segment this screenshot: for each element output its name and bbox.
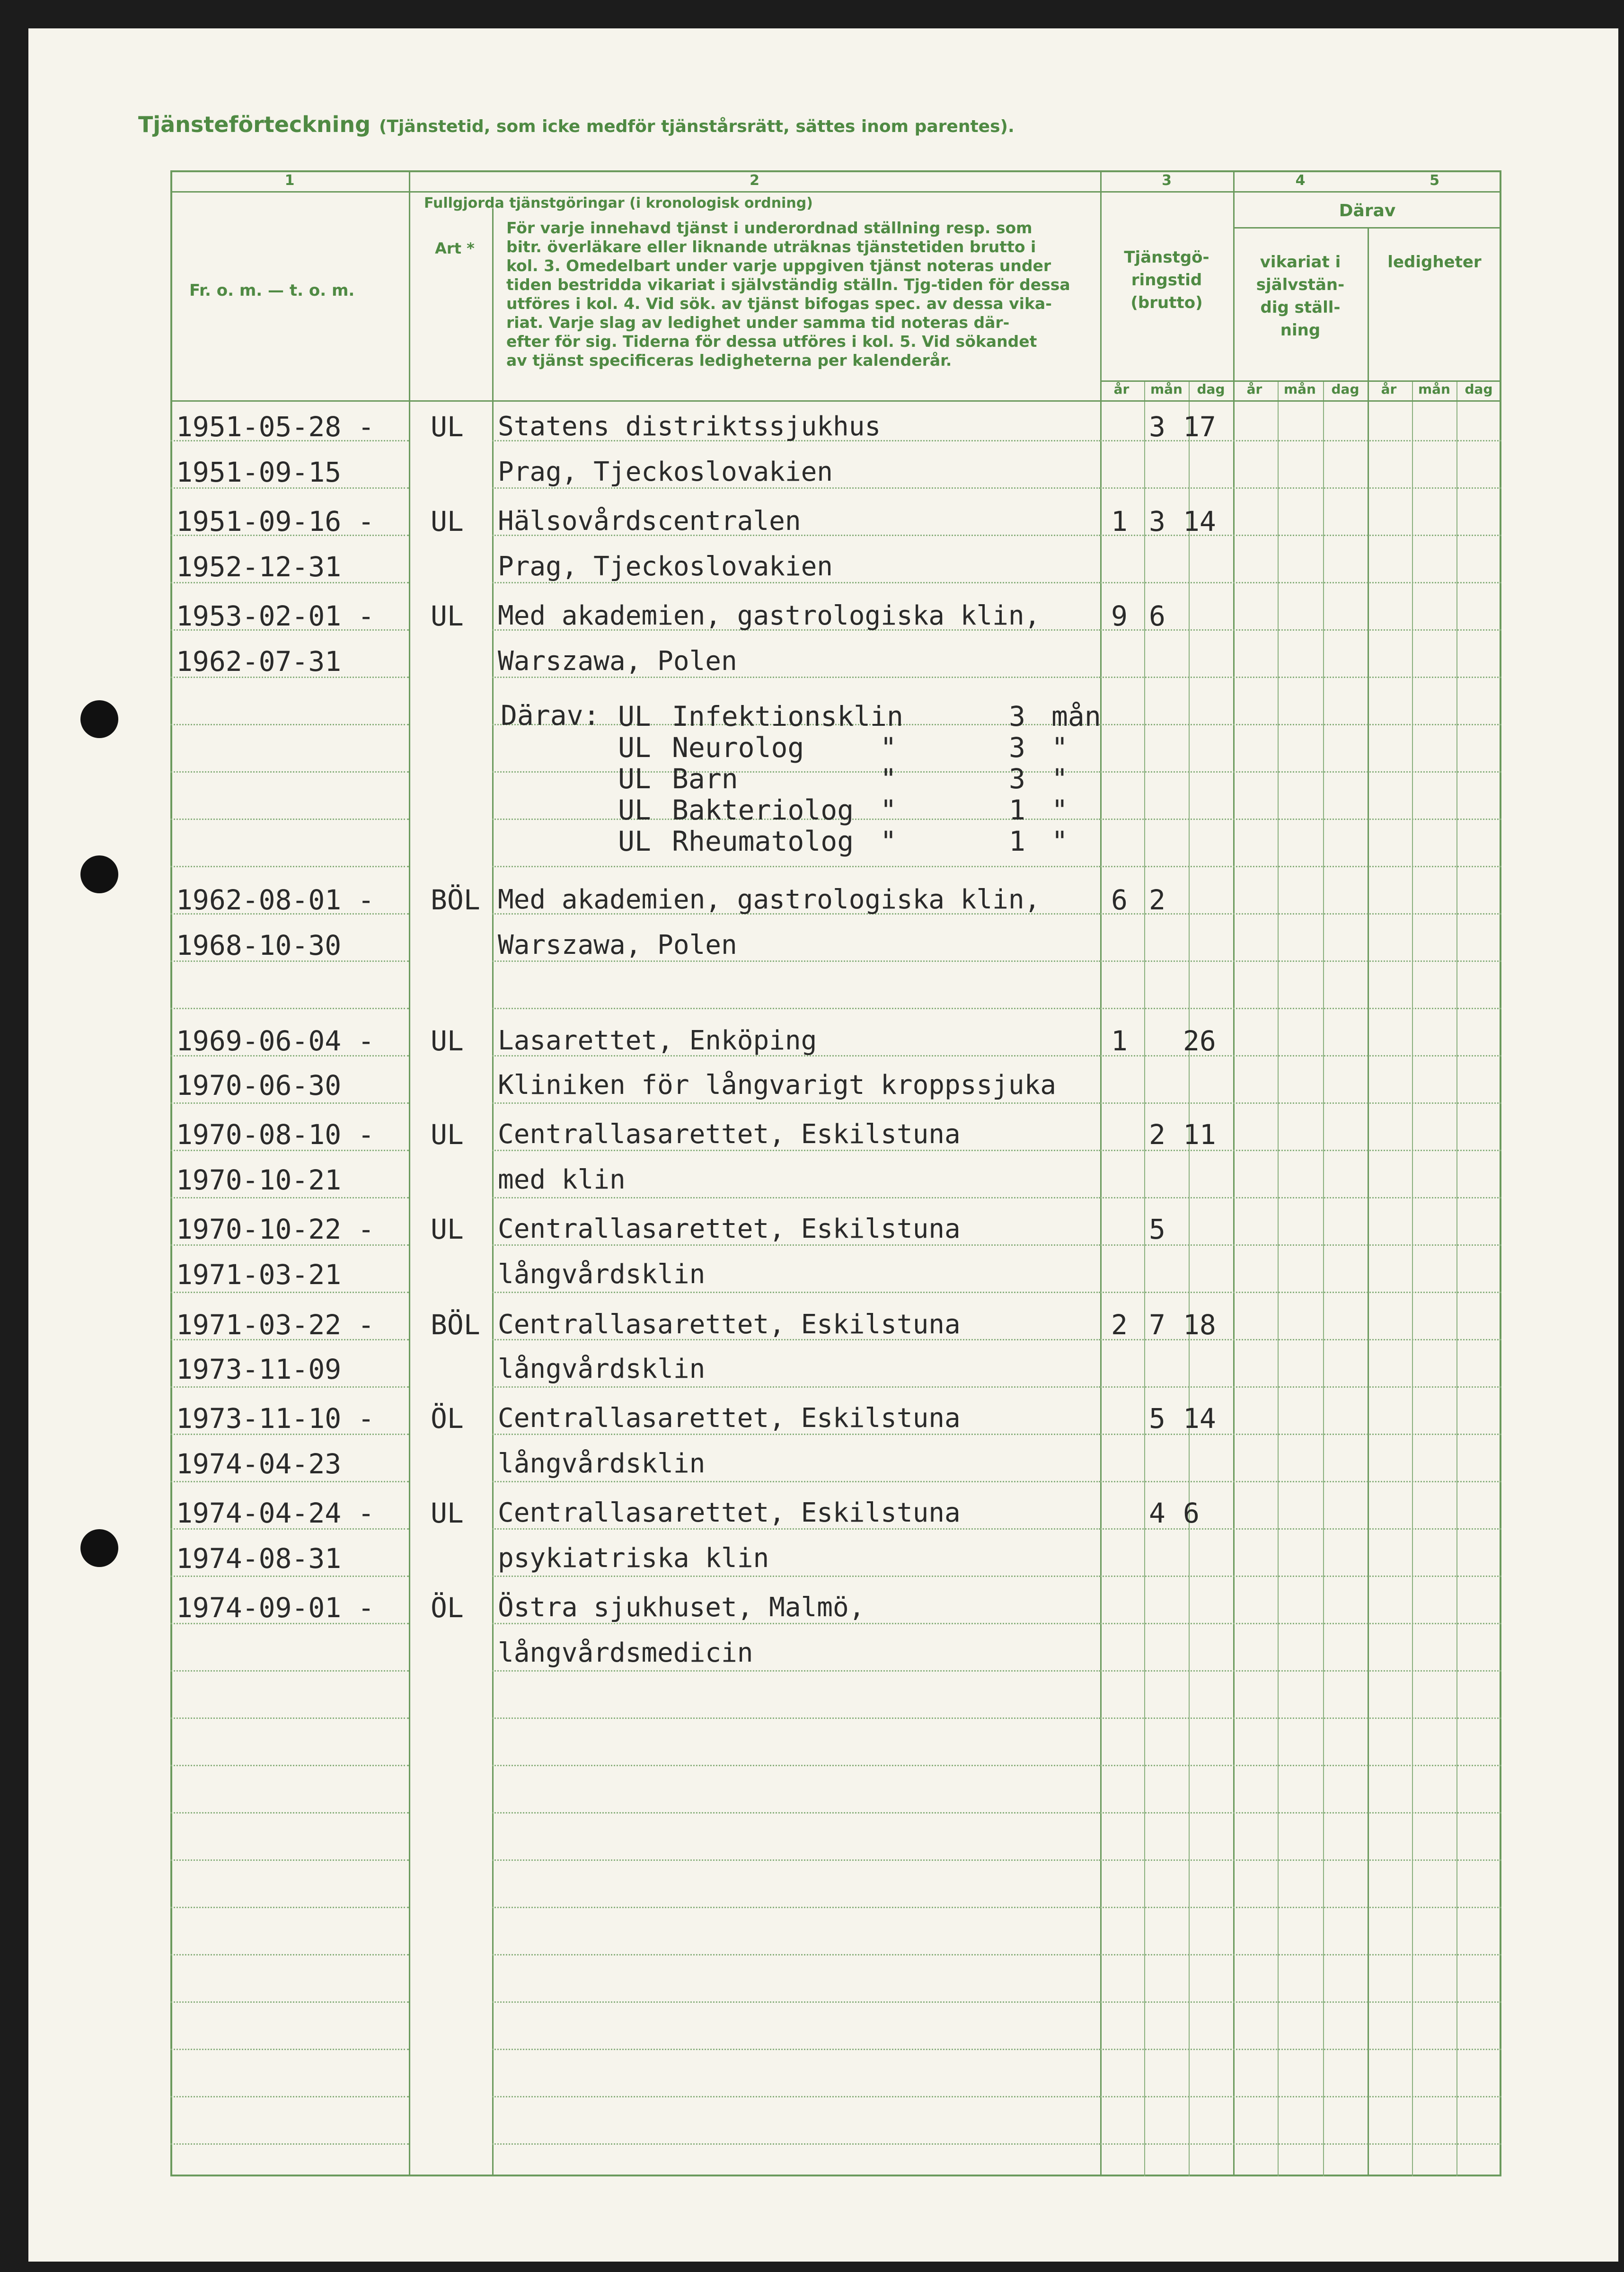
row-rule [492, 960, 1100, 962]
entry-text: med klin [498, 1164, 626, 1195]
sub-entry-ditto: " [880, 763, 897, 795]
row-rule [492, 1481, 1100, 1482]
row-rule [1100, 771, 1501, 773]
header-rule [170, 400, 1501, 402]
col4-header-line: dig ställ- [1260, 298, 1341, 317]
row-rule [492, 2096, 1100, 2097]
entry-months: 3 [1149, 411, 1165, 443]
form-title: Tjänsteförteckning (Tjänstetid, som icke medför tjänstårsrätt, sättes inom parentes). [138, 112, 1015, 137]
entry-date: 1973-11-10 - [176, 1402, 375, 1435]
entry-years: 2 [1111, 1309, 1128, 1341]
row-rule [170, 2049, 409, 2050]
row-rule [1100, 487, 1501, 489]
entry-text: långvårdsklin [498, 1354, 706, 1384]
row-rule [1100, 1197, 1501, 1198]
col3-header-line: Tjänstgö- [1124, 248, 1209, 267]
entry-date: 1974-04-24 - [176, 1497, 375, 1529]
row-rule [170, 1292, 409, 1293]
row-rule [1100, 2143, 1501, 2145]
unit-label: år [1246, 381, 1262, 397]
entry-years: 6 [1111, 884, 1128, 916]
entry-months: 4 [1149, 1497, 1165, 1529]
sub-entry-unit: " [1051, 731, 1068, 764]
punch-hole [80, 1529, 118, 1567]
sub-entry-ditto: " [880, 731, 897, 764]
entry-months: 3 [1149, 505, 1165, 537]
row-rule [170, 2001, 409, 2003]
row-rule [492, 487, 1100, 489]
row-rule [170, 724, 409, 725]
row-rule [1100, 1765, 1501, 1766]
sub-entry-ditto: " [880, 825, 897, 857]
entry-text: Warszawa, Polen [498, 930, 737, 960]
entry-date: 1970-10-21 [176, 1164, 342, 1196]
entry-text: Lasarettet, Enköping [498, 1025, 817, 1056]
entry-years: 9 [1111, 600, 1128, 632]
entry-art: UL [431, 600, 464, 632]
row-rule [170, 771, 409, 773]
row-rule [492, 582, 1100, 583]
row-rule [492, 1197, 1100, 1198]
row-rule [170, 1197, 409, 1198]
sub-entry-unit: mån [1051, 700, 1101, 732]
entry-text: Kliniken för långvarigt kroppssjuka [498, 1070, 1057, 1101]
entry-art: UL [431, 1213, 464, 1245]
row-rule [1100, 866, 1501, 867]
col4-header-line: självstän- [1256, 275, 1345, 294]
row-rule [492, 1623, 1100, 1624]
col3-header-line: ringstid [1131, 271, 1202, 290]
sub-entry-months: 1 [1009, 825, 1025, 857]
entry-days: 14 [1183, 1402, 1216, 1435]
sub-entry-ditto: " [880, 794, 897, 826]
sub-entry-unit: " [1051, 825, 1068, 857]
entry-text: Prag, Tjeckoslovakien [498, 551, 833, 582]
row-rule [492, 1812, 1100, 1814]
row-rule [170, 2096, 409, 2097]
row-rule [170, 2143, 409, 2145]
entry-text: Centrallasarettet, Eskilstuna [498, 1309, 961, 1340]
instruction-line: kol. 3. Omedelbart under varje uppgiven tjänst noteras under [506, 256, 1051, 275]
entry-date: 1970-10-22 - [176, 1213, 375, 1245]
entry-text: Med akademien, gastrologiska klin, [498, 884, 1041, 915]
instruction-line: tiden bestridda vikariat i självständig ställn. Tjg-tiden för dessa [506, 275, 1070, 294]
col-divider [409, 170, 410, 2176]
row-rule [170, 1102, 409, 1104]
entry-text: Hälsovårdscentralen [498, 506, 801, 537]
row-rule [492, 1859, 1100, 1861]
entry-date: 1970-08-10 - [176, 1118, 375, 1151]
row-rule [492, 1386, 1100, 1388]
instruction-line: av tjänst specificeras ledigheterna per kalenderår. [506, 351, 952, 370]
col4-header-line: vikariat i [1260, 253, 1341, 272]
row-rule [170, 1481, 409, 1482]
entry-days: 11 [1183, 1118, 1216, 1151]
entry-date: 1968-10-30 [176, 929, 342, 961]
instruction-line: efter för sig. Tiderna för dessa utföres i kol. 5. Vid sökandet [506, 332, 1037, 351]
unit-label: dag [1197, 381, 1225, 397]
entry-date: 1969-06-04 - [176, 1025, 375, 1057]
row-rule [1100, 724, 1501, 725]
row-rule [1100, 2001, 1501, 2003]
unit-label: dag [1465, 381, 1493, 397]
entry-date: 1973-11-09 [176, 1353, 342, 1385]
entry-text: Statens distriktssjukhus [498, 411, 881, 442]
entry-text: Centrallasarettet, Eskilstuna [498, 1119, 961, 1150]
entry-date: 1952-12-31 [176, 551, 342, 583]
row-rule [170, 1008, 409, 1009]
entry-date: 1974-04-23 [176, 1448, 342, 1480]
sub-entry-name: Barn [672, 763, 738, 795]
col-divider [1368, 227, 1369, 2176]
row-rule [170, 819, 409, 820]
row-rule [492, 1670, 1100, 1672]
unit-label: mån [1418, 381, 1450, 397]
entry-text: Centrallasarettet, Eskilstuna [498, 1497, 961, 1528]
row-rule [492, 2143, 1100, 2145]
col-divider [1233, 170, 1235, 2176]
column-number: 1 [284, 172, 295, 189]
entry-date: 1971-03-21 [176, 1259, 342, 1291]
row-rule [1100, 1055, 1501, 1057]
entry-art: ÖL [431, 1592, 464, 1624]
form-title-note: (Tjänstetid, som icke medför tjänstårsrätt, sättes inom parentes). [379, 117, 1015, 136]
column-number: 3 [1162, 172, 1172, 189]
instruction-line: riat. Varje slag av ledighet under samma tid noteras där- [506, 313, 1010, 332]
darav-label: Därav: [501, 699, 600, 731]
entry-art: ÖL [431, 1402, 464, 1435]
darav-header: Därav [1339, 201, 1396, 220]
row-rule [170, 1717, 409, 1719]
row-rule [1100, 1812, 1501, 1814]
entry-text: Prag, Tjeckoslovakien [498, 457, 833, 487]
entry-art: UL [431, 411, 464, 443]
col-divider [492, 208, 494, 2176]
column-number: 4 [1295, 172, 1306, 189]
entry-days: 26 [1183, 1025, 1216, 1057]
col1-header: Fr. o. m. — t. o. m. [189, 281, 355, 300]
service-table [170, 170, 1501, 2176]
row-rule [492, 677, 1100, 678]
column-number: 2 [750, 172, 759, 189]
row-rule [492, 1717, 1100, 1719]
row-rule [170, 866, 409, 867]
unit-label: år [1381, 381, 1397, 397]
sub-entry-months: 3 [1009, 700, 1025, 732]
row-rule [492, 1244, 1100, 1246]
row-rule [1100, 1576, 1501, 1577]
entry-date: 1962-07-31 [176, 645, 342, 678]
entry-months: 5 [1149, 1402, 1165, 1435]
entry-text: Centrallasarettet, Eskilstuna [498, 1403, 961, 1434]
row-rule [170, 1812, 409, 1814]
entry-text: långvårdsmedicin [498, 1638, 753, 1668]
row-rule [1100, 960, 1501, 962]
row-rule [1100, 1481, 1501, 1482]
entry-date: 1970-06-30 [176, 1069, 342, 1101]
row-rule [1100, 1859, 1501, 1861]
row-rule [170, 1765, 409, 1766]
entry-date: 1953-02-01 - [176, 600, 375, 632]
row-rule [492, 866, 1100, 867]
entry-art: UL [431, 1025, 464, 1057]
sub-entry-art: UL [618, 825, 651, 857]
row-rule [170, 1670, 409, 1672]
entry-date: 1951-09-16 - [176, 505, 375, 537]
punch-hole [80, 700, 118, 738]
sub-entry-unit: " [1051, 794, 1068, 826]
entry-date: 1974-08-31 [176, 1542, 342, 1575]
entry-date: 1974-09-01 - [176, 1592, 375, 1624]
row-rule [492, 1150, 1100, 1151]
row-rule [1100, 1008, 1501, 1009]
entry-months: 2 [1149, 1118, 1165, 1151]
entry-art: BÖL [431, 884, 480, 916]
row-rule [492, 1292, 1100, 1293]
entry-years: 1 [1111, 505, 1128, 537]
col5-header: ledigheter [1387, 253, 1482, 272]
unit-label: mån [1283, 381, 1316, 397]
entry-text: långvårdsklin [498, 1448, 706, 1479]
entry-date: 1951-05-28 - [176, 411, 375, 443]
row-rule [492, 1954, 1100, 1955]
entry-art: UL [431, 1497, 464, 1529]
col3-header-line: (brutto) [1130, 293, 1203, 312]
row-rule [492, 2001, 1100, 2003]
row-rule [170, 1576, 409, 1577]
entry-days: 18 [1183, 1309, 1216, 1341]
row-rule [492, 1528, 1100, 1530]
entry-months: 6 [1149, 600, 1165, 632]
col2-art-header: Art * [435, 239, 475, 257]
header-rule [1233, 227, 1501, 229]
row-rule [1100, 1623, 1501, 1624]
row-rule [492, 1576, 1100, 1577]
header-rule [170, 191, 1501, 193]
row-rule [1100, 1717, 1501, 1719]
entry-text: Med akademien, gastrologiska klin, [498, 600, 1041, 631]
entry-text: Centrallasarettet, Eskilstuna [498, 1214, 961, 1244]
row-rule [1100, 819, 1501, 820]
punch-hole [80, 855, 118, 893]
sub-entry-art: UL [618, 731, 651, 764]
row-rule [492, 2049, 1100, 2050]
entry-text: långvårdsklin [498, 1259, 706, 1290]
row-rule [492, 1907, 1100, 1908]
row-rule [1100, 582, 1501, 583]
row-rule [170, 1954, 409, 1955]
sub-entry-months: 3 [1009, 763, 1025, 795]
sub-entry-unit: " [1051, 763, 1068, 795]
row-rule [1100, 1386, 1501, 1388]
sub-entry-months: 1 [1009, 794, 1025, 826]
row-rule [1100, 1954, 1501, 1955]
entry-art: UL [431, 1118, 464, 1151]
entry-months: 7 [1149, 1309, 1165, 1341]
row-rule [170, 1859, 409, 1861]
col4-header [1233, 251, 1368, 342]
col3-header [1100, 246, 1233, 314]
entry-days: 14 [1183, 505, 1216, 537]
row-rule [1100, 2096, 1501, 2097]
col2-heading: Fullgjorda tjänstgöringar (i kronologisk ordning) [424, 195, 813, 211]
sub-entry-months: 3 [1009, 731, 1025, 764]
row-rule [170, 1907, 409, 1908]
row-rule [1100, 1102, 1501, 1104]
row-rule [1100, 2049, 1501, 2050]
entry-months: 2 [1149, 884, 1165, 916]
row-rule [1100, 677, 1501, 678]
entry-date: 1962-08-01 - [176, 884, 375, 916]
entry-months: 5 [1149, 1213, 1165, 1245]
sub-entry-name: Infektionsklin [672, 700, 903, 732]
sub-entry-name: Neurolog [672, 731, 804, 764]
entry-art: BÖL [431, 1309, 480, 1341]
row-rule [492, 1102, 1100, 1104]
row-rule [1100, 1907, 1501, 1908]
row-rule [1100, 1292, 1501, 1293]
entry-years: 1 [1111, 1025, 1128, 1057]
entry-text: Warszawa, Polen [498, 646, 737, 677]
sub-entry-art: UL [618, 763, 651, 795]
col2-instructions [506, 219, 1098, 370]
entry-days: 6 [1183, 1497, 1200, 1529]
sub-entry-art: UL [618, 700, 651, 732]
col-divider [1100, 170, 1102, 2176]
unit-label: dag [1331, 381, 1359, 397]
sub-entry-name: Rheumatolog [672, 825, 854, 857]
entry-date: 1971-03-22 - [176, 1309, 375, 1341]
entry-art: UL [431, 505, 464, 537]
entry-date: 1951-09-15 [176, 456, 342, 488]
unit-label: mån [1150, 381, 1183, 397]
row-rule [492, 1434, 1100, 1435]
entry-text: psykiatriska klin [498, 1543, 769, 1574]
entry-days: 17 [1183, 411, 1216, 443]
instruction-line: utföres i kol. 4. Vid sök. av tjänst bifogas spec. av dessa vika- [506, 294, 1052, 313]
sub-entry-art: UL [618, 794, 651, 826]
col4-header-line: ning [1280, 321, 1321, 340]
row-rule [170, 1386, 409, 1388]
row-rule [492, 1765, 1100, 1766]
column-number: 5 [1430, 172, 1439, 189]
instruction-line: För varje innehavd tjänst i underordnad ställning resp. som [506, 219, 1033, 237]
row-rule [1100, 1670, 1501, 1672]
row-rule [492, 1008, 1100, 1009]
sub-entry-name: Bakteriolog [672, 794, 854, 826]
entry-text: Östra sjukhuset, Malmö, [498, 1592, 865, 1623]
unit-label: år [1113, 381, 1130, 397]
instruction-line: bitr. överläkare eller liknande uträknas tjänstetiden brutto i [506, 238, 1036, 256]
